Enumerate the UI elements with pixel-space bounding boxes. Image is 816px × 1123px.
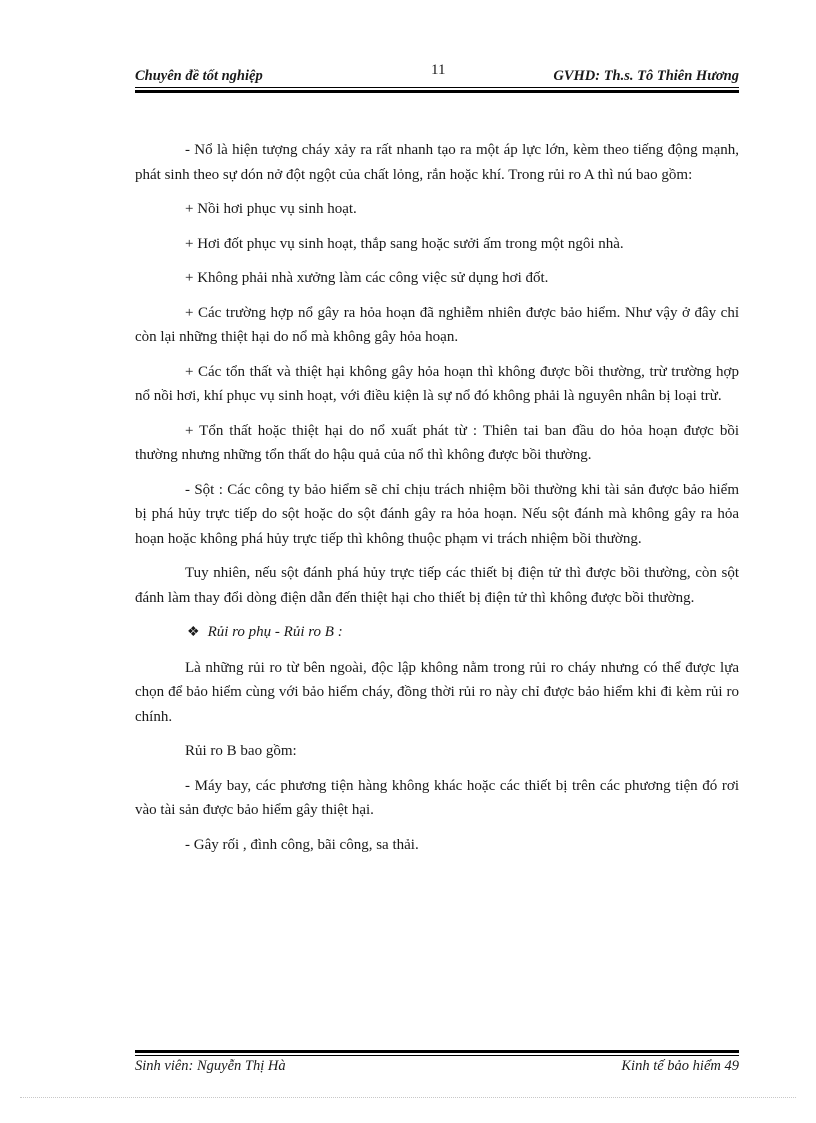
paragraph: + Nồi hơi phục vụ sinh hoạt. (185, 201, 357, 217)
header-rule-thick (135, 90, 739, 93)
paragraph: + Các tổn thất và thiệt hại không gây hỏa hoạn thì không được bồi thường, trừ trường hợp nổ nồi hơi, khí phục vụ sinh hoạt, với điều kiện là sự nổ đó không phải là nguyên nhân bị loại trừ. (135, 363, 739, 404)
paragraph: Rủi ro B bao gồm: (185, 743, 297, 759)
footer-rule-thick (135, 1050, 739, 1053)
body-text (135, 138, 739, 867)
paragraph: - Nổ là hiện tượng cháy xảy ra rất nhanh tạo ra một áp lực lớn, kèm theo tiếng động mạnh, phát sinh theo sự dón nở đột ngột của chất lỏng, rắn hoặc khí. Trong rủi ro A thì nú bao gồm: (135, 142, 739, 183)
page-bottom-divider (20, 1097, 796, 1098)
paragraph: + Các trường hợp nổ gây ra hỏa hoạn đã nghiễm nhiên được bảo hiểm. Như vậy ở đây chỉ còn lại những thiệt hại do nổ mà không gây hỏa hoạn. (135, 304, 739, 345)
paragraph: Tuy nhiên, nếu sột đánh phá hủy trực tiếp các thiết bị điện tử thì được bồi thường, còn sột đánh làm thay đổi dòng điện dẫn đến thiệt hại cho thiết bị điện tử thì không được bồi thường. (135, 565, 739, 606)
paragraph: + Không phải nhà xưởng làm các công việc sử dụng hơi đốt. (185, 270, 549, 286)
section-heading (135, 620, 739, 646)
paragraph: - Máy bay, các phương tiện hàng không khác hoặc các thiết bị trên các phương tiện đó rơi vào tài sản được bảo hiểm gây thiệt hại. (135, 777, 739, 818)
paragraph: + Hơi đốt phục vụ sinh hoạt, thắp sang hoặc sưởi ấm trong một ngôi nhà. (185, 235, 624, 252)
footer-student: Sinh viên: Nguyễn Thị Hà (135, 1058, 286, 1074)
paragraph: + Tổn thất hoặc thiệt hại do nổ xuất phát từ : Thiên tai ban đầu do hỏa hoạn được bồi thường nhưng những tổn thất do hậu quả của nổ thì không được bồi thường. (135, 422, 739, 463)
paragraph: Là những rủi ro từ bên ngoài, độc lập không nằm trong rủi ro cháy nhưng có thể được lựa chọn để bảo hiểm cùng với bảo hiểm cháy, đồng thời rủi ro này chỉ được bảo hiểm khi đi kèm rủi ro chính. (135, 659, 739, 725)
footer-class: Kinh tế bảo hiểm 49 (621, 1058, 739, 1074)
section-heading-text: Rủi ro phụ - Rủi ro B : (207, 624, 343, 640)
paragraph: - Gây rối , đình công, bãi công, sa thải. (185, 836, 419, 853)
footer-rule-thin (135, 1055, 739, 1056)
page-footer (135, 1058, 739, 1078)
four-diamond-bullet-icon: ❖ (187, 625, 200, 640)
header-rule-thin (135, 87, 739, 88)
header-thesis-title: Chuyên đề tốt nghiệp (135, 68, 263, 84)
page-header (135, 62, 739, 86)
header-supervisor: GVHD: Th.s. Tô Thiên Hương (553, 68, 739, 84)
page-number: 11 (431, 62, 446, 78)
paragraph: - Sột : Các công ty bảo hiểm sẽ chỉ chịu trách nhiệm bồi thường khi tài sản được bảo hiểm bị phá hủy trực tiếp do sột hoặc do sột đánh gây ra hỏa hoạn. Nếu sột đánh mà không gây ra hỏa hoạn hoặc không phá hủy trực tiếp thì không thuộc phạm vi trách nhiệm bồi thường. (135, 481, 739, 547)
